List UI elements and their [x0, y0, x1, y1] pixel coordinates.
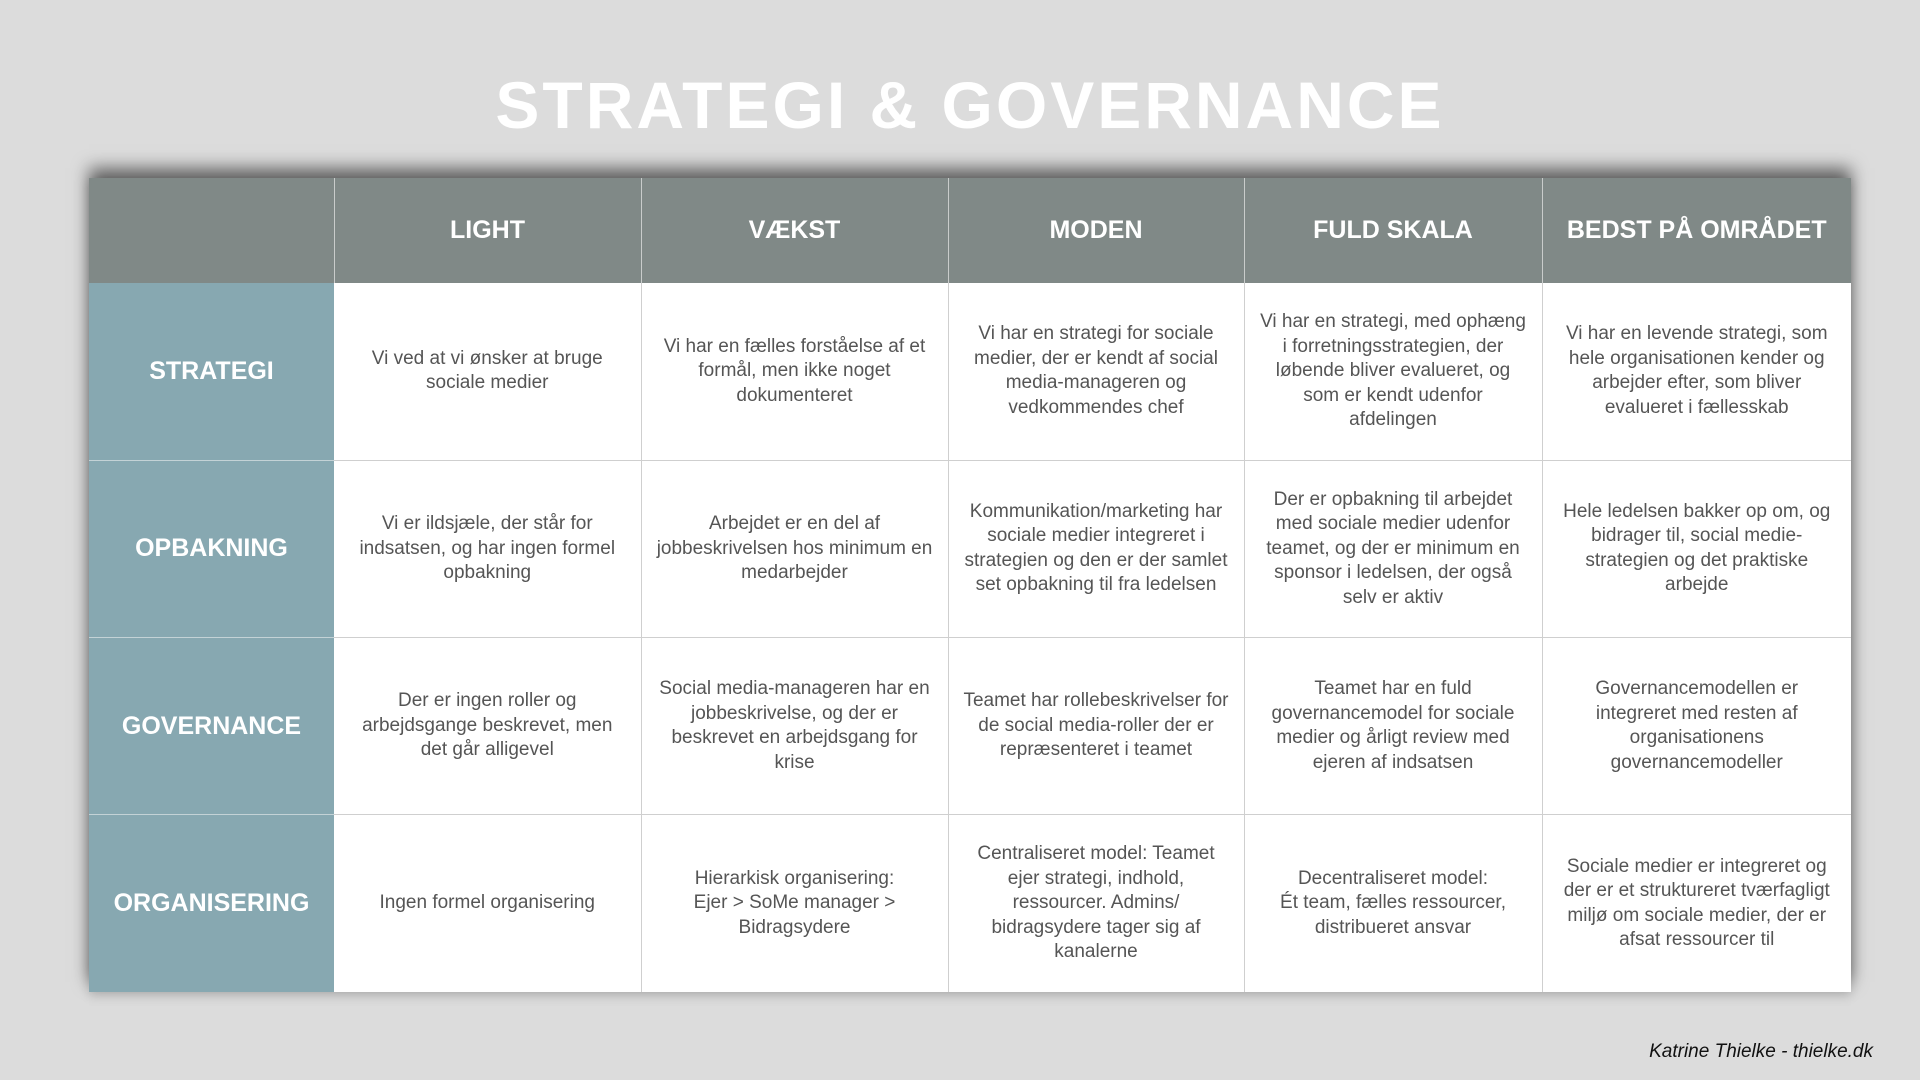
cell-strategi-moden: Vi har en strategi for sociale medier, der er kendt af social media-manageren og vedkommendes chef [948, 283, 1244, 460]
cell-governance-bedst: Governancemodellen er integreret med resten af organisationens governancemodeller [1542, 638, 1851, 815]
cell-opbakning-vaekst: Arbejdet er en del af jobbeskrivelsen hos minimum en medarbejder [641, 460, 948, 637]
cell-governance-vaekst: Social media-manageren har en jobbeskrivelse, og der er beskrevet en arbejdsgang for krise [641, 638, 948, 815]
cell-opbakning-bedst: Hele ledelsen bakker op om, og bidrager til, social medie- strategien og det praktiske arbejde [1542, 460, 1851, 637]
row-header-opbakning: OPBAKNING [89, 460, 334, 637]
column-header-bedst-paa-omraadet: BEDST PÅ OMRÅDET [1542, 178, 1851, 283]
cell-organisering-vaekst: Hierarkisk organisering: Ejer > SoMe manager > Bidragsydere [641, 815, 948, 992]
table-header [89, 178, 1851, 283]
cell-opbakning-light: Vi er ildsjæle, der står for indsatsen, og har ingen formel opbakning [334, 460, 641, 637]
row-header-strategi: STRATEGI [89, 283, 334, 460]
column-header-moden: MODEN [948, 178, 1244, 283]
author-credit: Katrine Thielke - thielke.dk [1649, 1041, 1873, 1062]
cell-strategi-fuld-skala: Vi har en strategi, med ophæng i forretningsstrategien, der løbende bliver evalueret, og som er kendt udenfor afdelingen [1244, 283, 1542, 460]
corner-cell [89, 178, 334, 283]
cell-organisering-moden: Centraliseret model: Teamet ejer strategi, indhold, ressourcer. Admins/ bidragsydere tager sig af kanalerne [948, 815, 1244, 992]
cell-strategi-bedst: Vi har en levende strategi, som hele organisationen kender og arbejder efter, som bliver evalueret i fællesskab [1542, 283, 1851, 460]
slide-title: STRATEGI & GOVERNANCE [495, 68, 1445, 142]
cell-organisering-light: Ingen formel organisering [334, 815, 641, 992]
row-header-governance: GOVERNANCE [89, 638, 334, 815]
cell-strategi-vaekst: Vi har en fælles forståelse af et formål, men ikke noget dokumenteret [641, 283, 948, 460]
header-row [89, 178, 1851, 283]
cell-governance-light: Der er ingen roller og arbejdsgange beskrevet, men det går alligevel [334, 638, 641, 815]
row-header-organisering: ORGANISERING [89, 815, 334, 992]
column-header-vaekst: VÆKST [641, 178, 948, 283]
cell-governance-fuld-skala: Teamet har en fuld governancemodel for sociale medier og årligt review med ejeren af indsatsen [1244, 638, 1542, 815]
cell-organisering-fuld-skala: Decentraliseret model: Ét team, fælles ressourcer, distribueret ansvar [1244, 815, 1542, 992]
table-row-governance [89, 638, 1851, 815]
table-body [89, 283, 1851, 992]
cell-strategi-light: Vi ved at vi ønsker at bruge sociale medier [334, 283, 641, 460]
column-header-light: LIGHT [334, 178, 641, 283]
maturity-table [89, 178, 1851, 992]
table-row-strategi [89, 283, 1851, 460]
cell-organisering-bedst: Sociale medier er integreret og der er et struktureret tværfagligt miljø om sociale medier, der er afsat ressourcer til [1542, 815, 1851, 992]
cell-opbakning-moden: Kommunikation/marketing har sociale medier integreret i strategien og den er der samlet set opbakning til fra ledelsen [948, 460, 1244, 637]
table-row-organisering [89, 815, 1851, 992]
cell-opbakning-fuld-skala: Der er opbakning til arbejdet med sociale medier udenfor teamet, og der er minimum en sponsor i ledelsen, der også selv er aktiv [1244, 460, 1542, 637]
cell-governance-moden: Teamet har rollebeskrivelser for de social media-roller der er repræsenteret i teamet [948, 638, 1244, 815]
maturity-table-container [89, 178, 1851, 992]
column-header-fuld-skala: FULD SKALA [1244, 178, 1542, 283]
table-row-opbakning [89, 460, 1851, 637]
